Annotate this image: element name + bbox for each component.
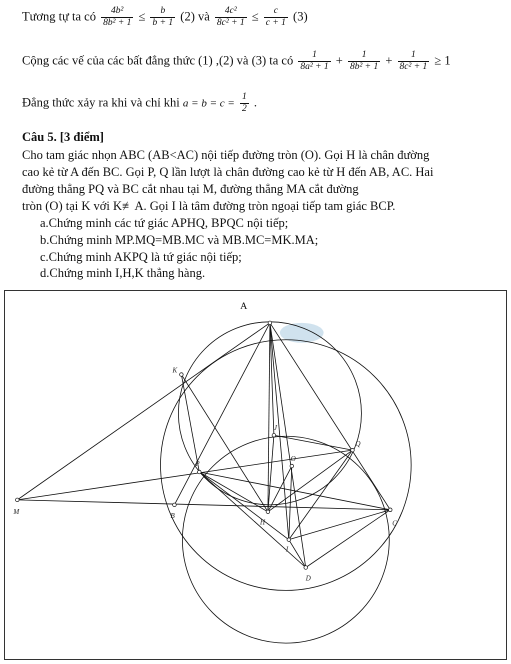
fraction: $\frac{\text{4b²}}{\text{8b² + 1}}$ <box>103 6 132 28</box>
label-o: O <box>290 455 296 464</box>
segment-pi <box>199 472 289 540</box>
circle-bcp <box>182 436 389 643</box>
text-segment: (3) <box>293 9 308 24</box>
part-d: d.Chứng minh I,H,K thẳng hàng. <box>40 266 206 280</box>
fraction: $\frac{1}{\text{8c² + 1}}$ <box>399 50 428 72</box>
inequality-line-1 <box>22 6 308 29</box>
label-k: K <box>172 366 178 375</box>
line-ma <box>17 323 270 500</box>
point-c <box>388 508 392 512</box>
part-b: b.Chứng minh MP.MQ=MB.MC và MB.MC=MK.MA; <box>40 233 319 247</box>
fraction: $\frac{b}{b + 1}$ <box>152 6 174 28</box>
problem-line-1: Cho tam giác nhọn ABC (AB<AC) nội tiếp đường tròn (O). Gọi H là chân đường <box>22 148 430 162</box>
point-k <box>180 373 184 377</box>
label-d: D <box>305 574 311 583</box>
segment-hq <box>268 450 353 512</box>
equality-line <box>22 92 257 115</box>
segment-qi <box>289 450 353 540</box>
text-segment: Cộng các vế của các bất đẳng thức (1) ,(2) và (3) ta có <box>22 53 294 68</box>
point-q <box>351 448 355 452</box>
label-j: J <box>273 424 277 433</box>
label-b: B <box>170 511 175 520</box>
part-c: c.Chứng minh AKPQ là tứ giác nội tiếp; <box>40 250 242 264</box>
plus-sign: + <box>335 53 343 68</box>
geometry-figure <box>4 290 507 660</box>
problem-line-2: cao kẻ từ A đến BC. Gọi P, Q lần lượt là chân đường cao kẻ từ H đến AB, AC. Hai <box>22 165 434 179</box>
point-a <box>268 321 272 325</box>
part-a: a.Chứng minh các tứ giác APHQ, BPQC nội tiếp; <box>40 216 289 230</box>
point-j <box>272 433 276 437</box>
text-segment: Đẳng thức xảy ra khi và chỉ khi <box>22 95 180 110</box>
fraction: $\frac{\text{4c²}}{\text{8c² + 1}}$ <box>216 6 245 28</box>
figure-canvas <box>5 291 506 659</box>
segment-qj <box>274 435 353 450</box>
line-mc <box>17 500 390 510</box>
segment-id <box>289 540 306 568</box>
point-b <box>173 503 177 507</box>
point-d <box>304 566 308 570</box>
math-segment: a = b = c = <box>182 97 235 110</box>
problem-line-4: tròn (O) tại K với K≢A. Gọi I là tâm đường tròn ngoại tiếp tam giác BCP. <box>22 199 396 213</box>
leq-sign: ≤ <box>138 9 146 24</box>
point-m <box>16 498 20 502</box>
segment-ic <box>289 510 390 540</box>
fraction: $\frac{c}{c + 1}$ <box>265 6 286 28</box>
label-p: P <box>195 460 200 469</box>
text-segment: (2) và <box>180 9 210 24</box>
inequality-line-2 <box>22 50 451 73</box>
plus-sign: + <box>385 53 393 68</box>
text-segment: . <box>253 95 257 110</box>
text-segment: ≥ 1 <box>434 53 451 68</box>
problem-line-3: đường thẳng PQ và BC cắt nhau tại M, đường thẳng MA cắt đường <box>22 182 359 196</box>
fraction: $\frac{1}{\text{8a² + 1}}$ <box>300 50 329 72</box>
point-h <box>266 510 270 514</box>
label-c: C <box>392 519 397 528</box>
point-i <box>287 538 291 542</box>
point-o <box>290 464 294 468</box>
label-a: A <box>240 300 248 312</box>
label-h: H <box>259 518 266 527</box>
segment-oh <box>268 466 292 512</box>
leq-sign: ≤ <box>251 9 259 24</box>
question-title: Câu 5. [3 điểm] <box>22 130 104 144</box>
segment-dc <box>306 510 391 568</box>
altitude-ah <box>268 323 270 512</box>
fraction: $\frac{1}{\text{8b² + 1}}$ <box>349 50 379 72</box>
label-m: M <box>13 507 20 516</box>
segment-aj <box>270 323 274 435</box>
text-segment: Tương tự ta có <box>22 9 96 24</box>
label-q: Q <box>355 440 361 449</box>
point-p <box>198 470 202 474</box>
fraction: $\frac{1}{2}$ <box>241 92 247 114</box>
label-i: I <box>285 545 289 554</box>
segment-pc <box>199 472 390 510</box>
